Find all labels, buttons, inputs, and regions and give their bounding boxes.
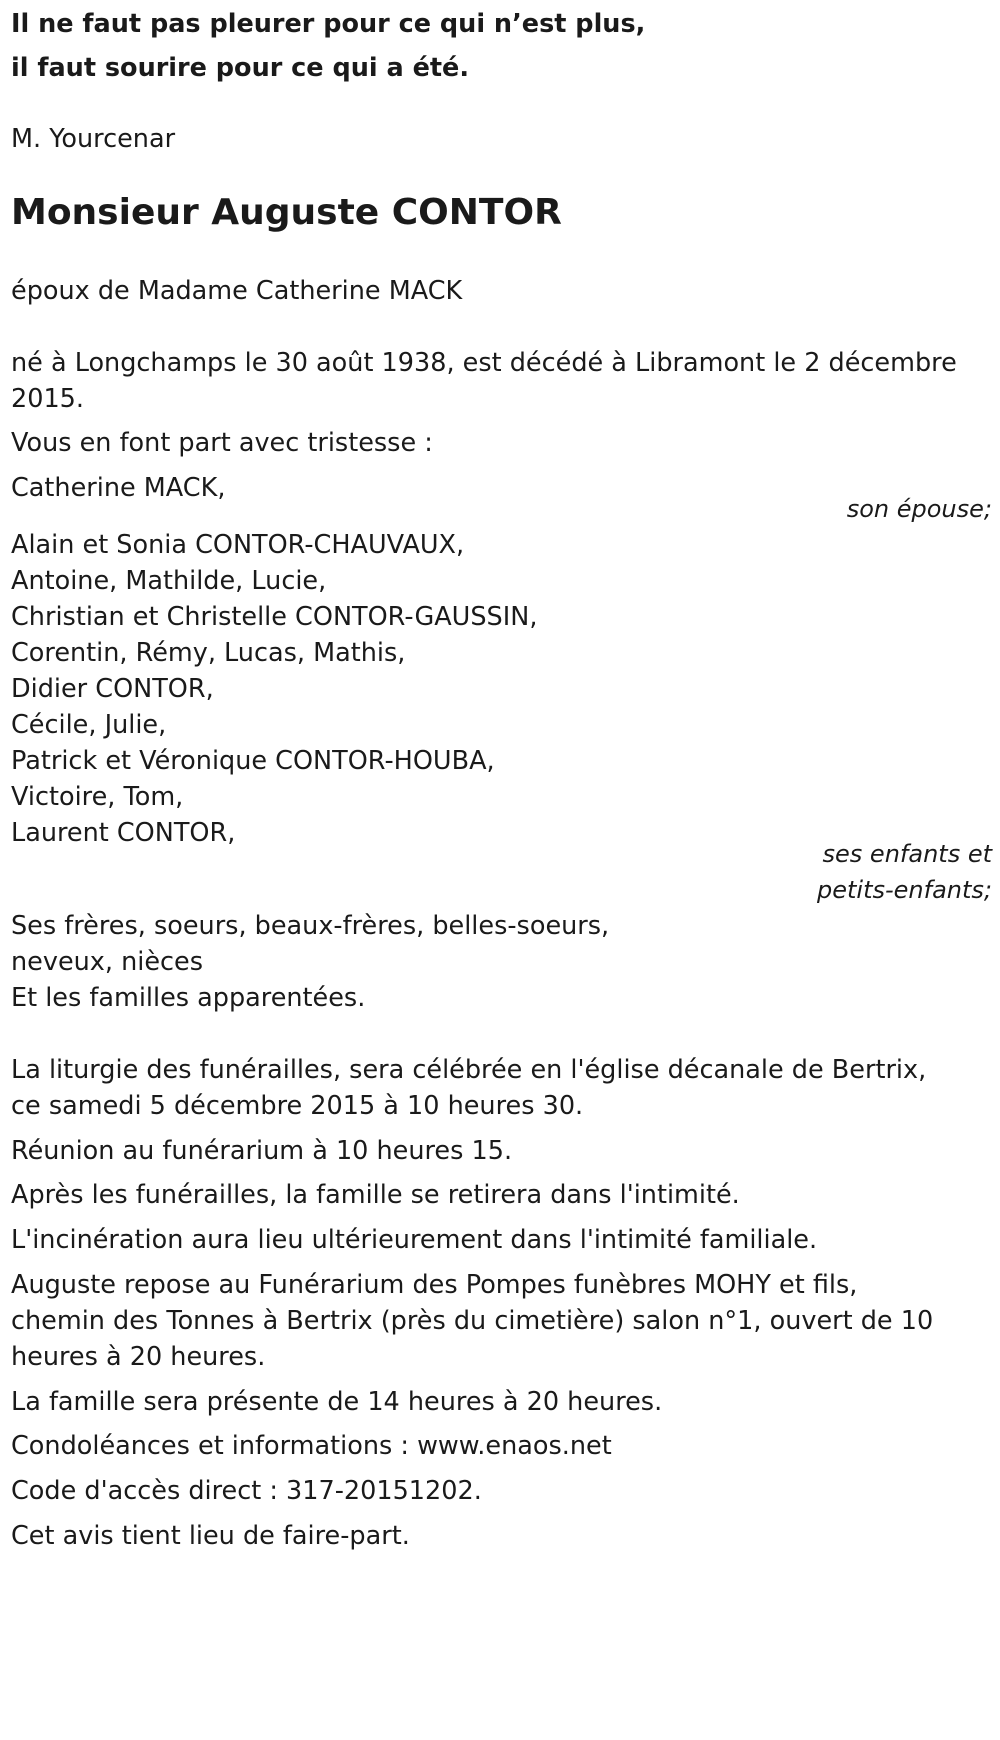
family-line: Ses frères, soeurs, beaux-frères, belles-soeurs, <box>11 911 610 941</box>
child-line: Alain et Sonia CONTOR-CHAUVAUX, <box>11 530 465 560</box>
spouse-name: Catherine MACK, <box>11 473 226 503</box>
liturgy-line-2: ce samedi 5 décembre 2015 à 10 heures 30. <box>11 1091 584 1121</box>
cremation-line: L'incinération aura lieu ultérieurement dans l'intimité familiale. <box>11 1225 818 1255</box>
child-line: Antoine, Mathilde, Lucie, <box>11 566 327 596</box>
access-code-line: Code d'accès direct : 317-20151202. <box>11 1476 482 1506</box>
quote-line-2: il faut sourire pour ce qui a été. <box>11 53 470 83</box>
child-line: Christian et Christelle CONTOR-GAUSSIN, <box>11 602 538 632</box>
rest-line-3: heures à 20 heures. <box>11 1342 266 1372</box>
child-line: Laurent CONTOR, <box>11 818 236 848</box>
children-role-line-1: ses enfants et <box>822 840 992 868</box>
rest-line-2: chemin des Tonnes à Bertrix (près du cimetière) salon n°1, ouvert de 10 <box>11 1306 934 1336</box>
closing-line: Cet avis tient lieu de faire-part. <box>11 1521 410 1551</box>
rest-line-1: Auguste repose au Funérarium des Pompes funèbres MOHY et fils, <box>11 1270 858 1300</box>
quote-author: M. Yourcenar <box>11 124 176 154</box>
child-line: Corentin, Rémy, Lucas, Mathis, <box>11 638 406 668</box>
family-presence-line: La famille sera présente de 14 heures à 20 heures. <box>11 1387 663 1417</box>
birth-death-line-2: 2015. <box>11 384 85 414</box>
family-line: Et les familles apparentées. <box>11 983 366 1013</box>
meeting-line: Réunion au funérarium à 10 heures 15. <box>11 1136 513 1166</box>
children-role-line-2: petits-enfants; <box>817 876 992 904</box>
after-funeral-line: Après les funérailles, la famille se retirera dans l'intimité. <box>11 1180 740 1210</box>
child-line: Cécile, Julie, <box>11 710 167 740</box>
deceased-name: Monsieur Auguste CONTOR <box>11 192 562 233</box>
child-line: Patrick et Véronique CONTOR-HOUBA, <box>11 746 495 776</box>
child-line: Didier CONTOR, <box>11 674 214 704</box>
liturgy-line-1: La liturgie des funérailles, sera célébrée en l'église décanale de Bertrix, <box>11 1055 927 1085</box>
birth-death-line-1: né à Longchamps le 30 août 1938, est décédé à Libramont le 2 décembre <box>11 348 957 378</box>
family-line: neveux, nièces <box>11 947 204 977</box>
condolences-line: Condoléances et informations : www.enaos.net <box>11 1431 612 1461</box>
quote-line-1: Il ne faut pas pleurer pour ce qui n’est plus, <box>11 9 646 39</box>
announcement-intro: Vous en font part avec tristesse : <box>11 428 433 458</box>
spouse-role: son épouse; <box>846 495 992 523</box>
spouse-line: époux de Madame Catherine MACK <box>11 276 463 306</box>
child-line: Victoire, Tom, <box>11 782 184 812</box>
